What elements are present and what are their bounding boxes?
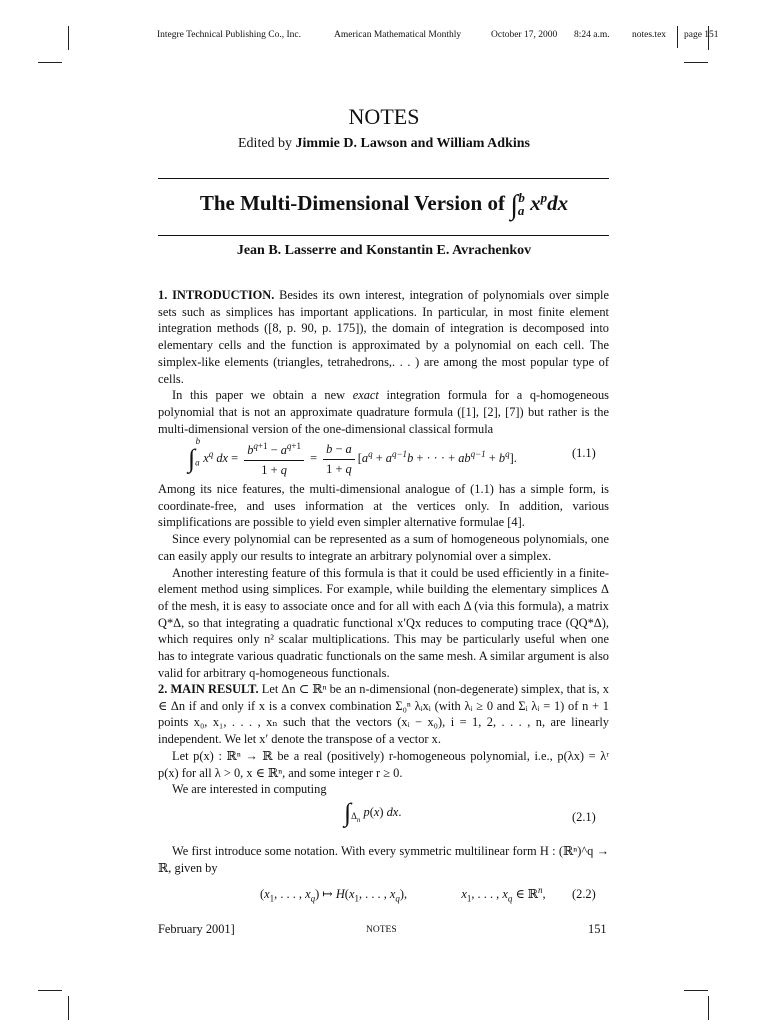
running-head-date: October 17, 2000 <box>491 30 558 40</box>
crop-mark <box>684 990 708 991</box>
article-title-formula: $\int_a^b$ $x^pdx$ <box>510 190 569 221</box>
main-p1-text: Let Δn ⊂ ℝⁿ be an n-dimensional (non-degenerate) simplex, that is, x ∈ Δn if and only if x is a convex combination Σ₀ⁿ λᵢxᵢ (with λᵢ ≥ 0 and Σᵢ λᵢ = 1) of n + 1 points x₀, x₁, . . . , xₙ such that the vectors (xᵢ − x₀), i = 1, 2, . . . , n, are linearly independent. We let x′ denote the transpose of a vector x. <box>158 682 609 747</box>
title-bottom-rule <box>158 235 609 236</box>
crop-mark <box>68 996 69 1020</box>
intro-paragraph-1 <box>158 287 609 387</box>
intro-paragraph-2 <box>158 387 609 437</box>
footer-section: NOTES <box>366 925 397 935</box>
main-heading: 2. MAIN RESULT. <box>158 682 259 696</box>
running-head-journal: American Mathematical Monthly <box>334 30 462 40</box>
equation-2-2: ($x_1$, . . . , $x_q$) ↦ $H(x_1$, . . . , $x_q$), $x_1$, . . . , $x_q$ ∈ ℝ$^n$, <box>260 885 546 904</box>
intro-paragraph-3: Among its nice features, the multi-dimensional analogue of (1.1) has a simple form, is coordinate-free, and uses information at the vertices only. In addition, various simplifications are possible to yield even simpler alternative formulae [4]. <box>158 482 609 530</box>
title-top-rule <box>158 178 609 179</box>
section-title: NOTES <box>348 104 420 129</box>
intro-continued <box>158 481 609 681</box>
crop-mark <box>68 26 69 50</box>
article-title <box>0 190 768 222</box>
main-block <box>158 681 609 798</box>
authors: Jean B. Lasserre and Konstantin E. Avrachenkov <box>236 243 532 258</box>
main-continued <box>158 843 609 876</box>
running-head-publisher: Integre Technical Publishing Co., Inc. <box>157 30 302 40</box>
equation-2-2-label: (2.2) <box>572 887 596 901</box>
editors-line <box>0 136 768 152</box>
intro-p2-exact: exact <box>352 388 379 403</box>
footer-page-number: 151 <box>588 922 607 936</box>
main-paragraph-4: We first introduce some notation. With every symmetric multilinear form H : (ℝⁿ)^q → ℝ, given by <box>158 844 609 875</box>
intro-block <box>158 287 609 437</box>
running-head-file: notes.tex <box>632 30 667 40</box>
crop-mark <box>708 996 709 1020</box>
main-paragraph-1 <box>158 681 609 748</box>
intro-paragraph-5: Another interesting feature of this formula is that it could be used efficiently in a finite-element method using simplices. For example, while building the elementary simplices Δ of the mesh, it is easy to associate once and for all with each Δ (via this formula), a matrix Q*Δ, so that integrating a quadratic functional x′Qx reduces to computing trace (QQ*Δ), which requires only n² scalar multiplications. This may be particularly useful when one has to integrate various quadratic functionals on the same mesh. A similar argument is also valid for arbitrary q-homogeneous functionals. <box>158 565 609 680</box>
intro-p2-b: integration formula for a q-homogeneous polynomial that is not an approximate quadrature formula ([1], [2], [7]) but rather is the multi-dimensional version of the one-dimensional classical formula <box>158 388 610 436</box>
running-head-separator <box>677 26 678 48</box>
intro-p2-a: In this paper we obtain a new <box>172 388 346 403</box>
equation-1-1: $\int_a^b$ $x^q$ dx = $\frac{b^{q+1} - a^{q+1}}{1 + q}$ = $\frac{b - a}{1 + q}$ [$a^q + a^{q-1}b$ + · · · + $ab^{q-1} + b^q$]. <box>188 436 517 477</box>
footer-issue-date: February 2001] <box>158 922 235 936</box>
equation-2-1-label: (2.1) <box>572 810 596 824</box>
intro-paragraph-4: Since every polynomial can be represented as a sum of homogeneous polynomials, one can easily apply our results to integrate an arbitrary polynomial over a simplex. <box>158 532 609 563</box>
crop-mark <box>38 990 62 991</box>
article-title-text: The Multi-Dimensional Version of <box>199 191 505 215</box>
running-head-page: page 151 <box>684 30 719 40</box>
equation-2-1: $\int_{\Delta_n}$ p(x) dx. <box>344 798 402 827</box>
running-head-time: 8:24 a.m. <box>574 30 610 40</box>
crop-mark <box>38 62 62 63</box>
intro-p1-text: Besides its own interest, integration of polynomials over simple sets such as simplices has important applications. In particular, in most finite element integration methods ([8, p. 90, p. 175]), the domain of integration is decomposed into elementary cells and the function is approximated by a polynomial on each cell. The simplex-like elements (triangles, tetrahedrons,. . . ) are among the most popular type of cells. <box>158 288 609 386</box>
editors-names: Jimmie D. Lawson and William Adkins <box>295 136 530 151</box>
crop-mark <box>684 62 708 63</box>
main-paragraph-2: Let p(x) : ℝⁿ → ℝ be a real (positively) r-homogeneous polynomial, i.e., p(λx) = λʳ p(x) for all λ > 0, x ∈ ℝⁿ, and some integer r ≥ 0. <box>158 748 609 780</box>
edited-by-label: Edited by <box>238 136 293 151</box>
equation-1-1-label: (1.1) <box>572 446 596 460</box>
intro-heading: 1. INTRODUCTION. <box>158 288 275 302</box>
main-paragraph-3: We are interested in computing <box>172 782 327 797</box>
